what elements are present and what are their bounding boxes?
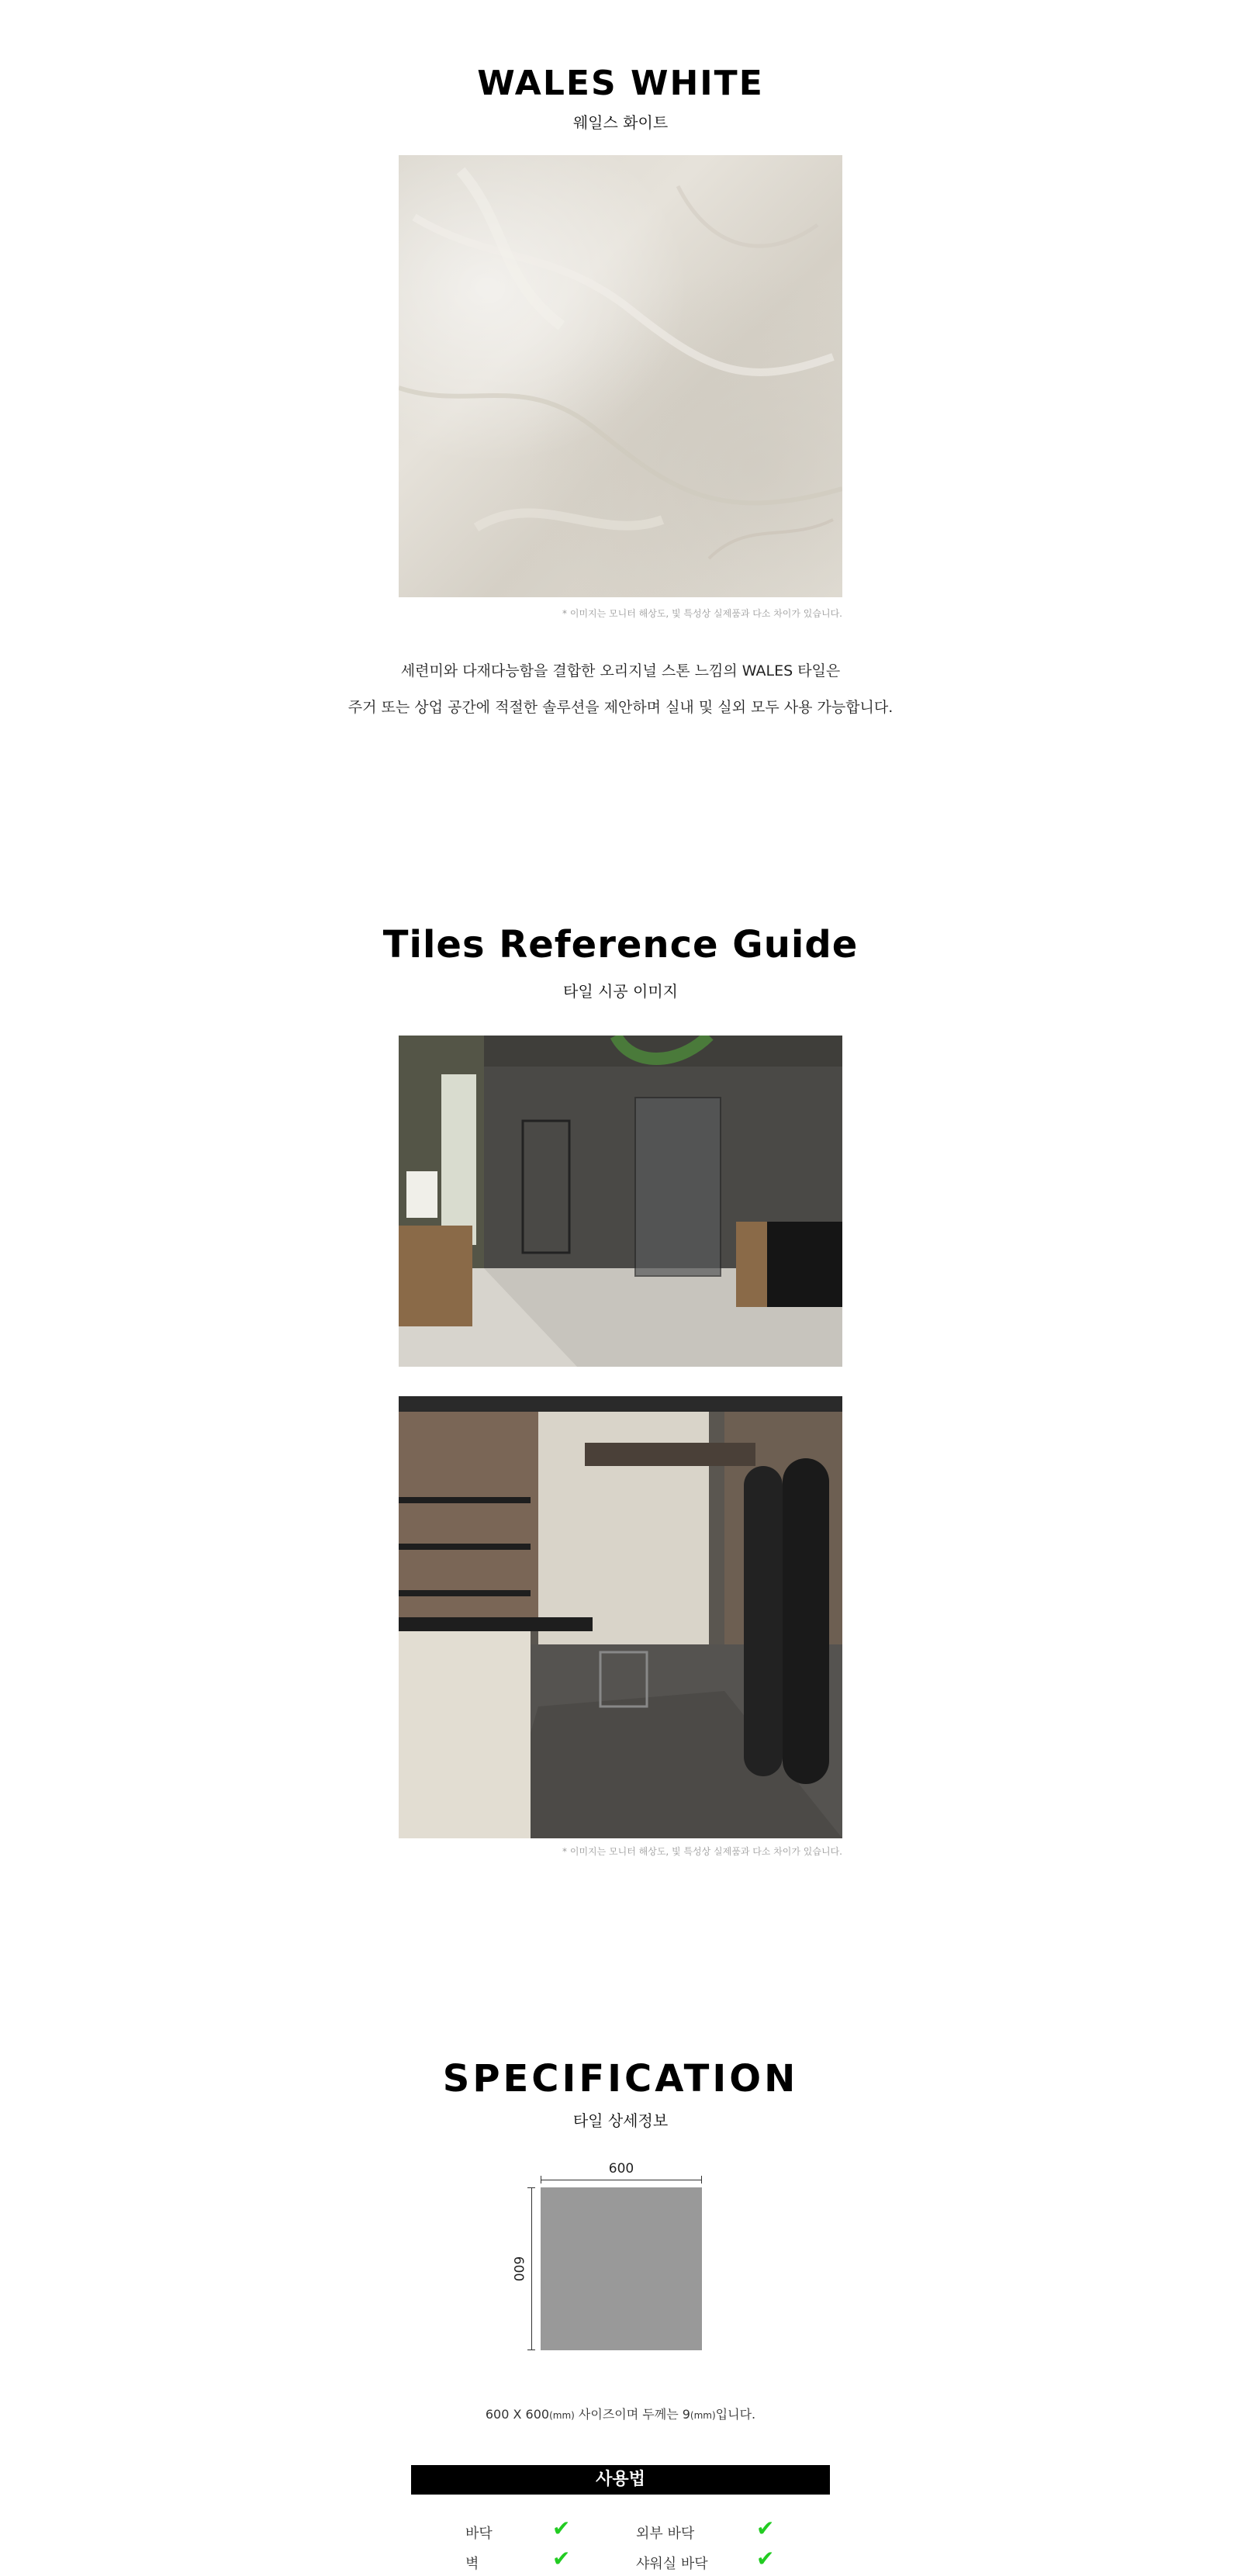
usage-header: 사용법 xyxy=(411,2465,830,2495)
usage-label-wall: 벽 xyxy=(465,2556,479,2572)
tile-texture-image xyxy=(399,155,842,597)
usage-check-wall-icon: ✔ xyxy=(552,2546,571,2571)
specification-subtitle: 타일 상세정보 xyxy=(572,2111,669,2130)
reference-title: Tiles Reference Guide xyxy=(382,923,859,966)
specification-title: SPECIFICATION xyxy=(442,2057,799,2101)
product-subtitle: 웨일스 화이트 xyxy=(572,113,669,132)
dimension-height-label: 600 xyxy=(510,2256,526,2282)
dimension-height-tick-top xyxy=(527,2187,535,2188)
product-description-line-2: 주거 또는 상업 공간에 적절한 솔루션을 제안하며 실내 및 실외 모두 사용 가능합니다. xyxy=(347,699,894,716)
tile-size-diagram xyxy=(541,2187,702,2350)
reference-image-note: * 이미지는 모니터 해상도, 빛 특성상 실제품과 다소 차이가 있습니다. xyxy=(562,1846,842,1857)
usage-label-floor: 바닥 xyxy=(465,2526,493,2542)
product-image-note: * 이미지는 모니터 해상도, 빛 특성상 실제품과 다소 차이가 있습니다. xyxy=(562,608,842,619)
size-text-prefix: 600 X 600 xyxy=(485,2407,550,2422)
size-unit-1: (mm) xyxy=(549,2410,575,2421)
size-description xyxy=(0,2405,1241,2422)
usage-label-exterior-floor: 외부 바닥 xyxy=(636,2526,695,2542)
size-text-mid: 사이즈이며 두께는 9 xyxy=(574,2407,690,2422)
dimension-height-line xyxy=(531,2187,532,2350)
product-description-line-1: 세련미와 다재다능함을 결합한 오리지널 스톤 느낌의 WALES 타일은 xyxy=(400,662,841,679)
reference-image-bar xyxy=(399,1396,842,1838)
usage-label-shower-floor: 샤워실 바닥 xyxy=(636,2556,708,2572)
dimension-width-tick-right xyxy=(701,2176,702,2184)
size-unit-2: (mm) xyxy=(690,2410,716,2421)
usage-check-floor-icon: ✔ xyxy=(552,2515,571,2541)
reference-subtitle: 타일 시공 이미지 xyxy=(563,982,678,1001)
product-title: WALES WHITE xyxy=(477,64,764,103)
reference-image-bathroom xyxy=(399,1036,842,1367)
size-text-suffix: 입니다. xyxy=(715,2407,756,2422)
usage-check-exterior-floor-icon: ✔ xyxy=(756,2515,775,2541)
usage-check-shower-floor-icon: ✔ xyxy=(756,2546,775,2571)
dimension-width-label: 600 xyxy=(608,2161,634,2177)
